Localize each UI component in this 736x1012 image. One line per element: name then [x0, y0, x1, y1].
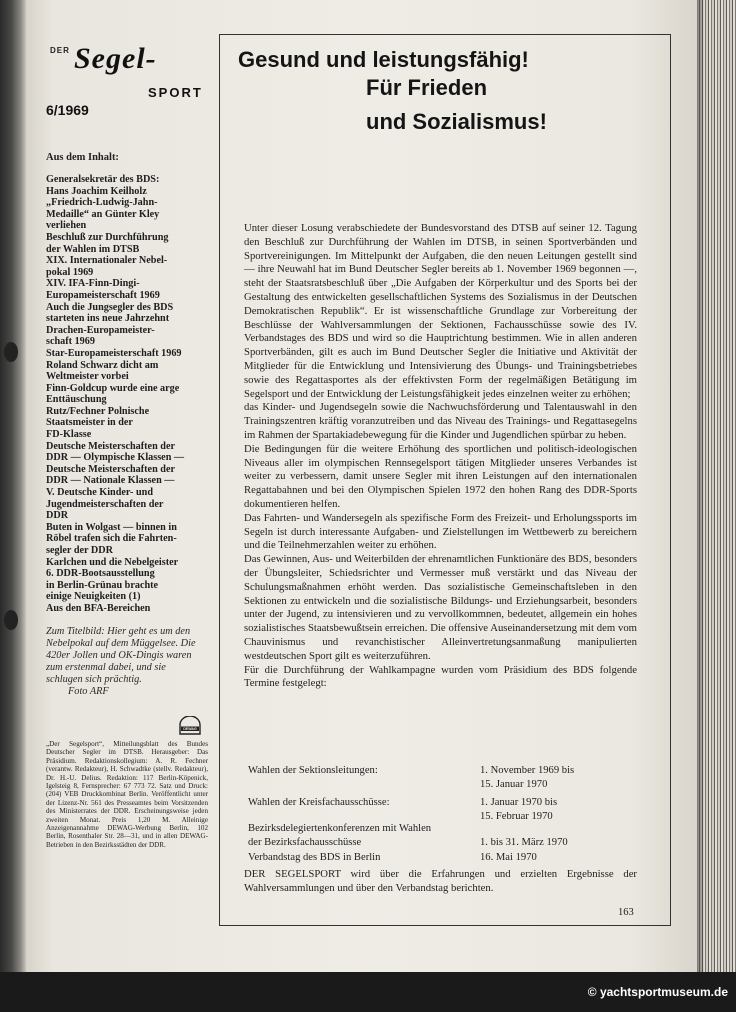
schedule-label: der Bezirksfachausschüsse: [248, 837, 362, 848]
schedule-date: 15. Januar 1970: [480, 779, 548, 790]
toc-item: Buten in Wolgast — binnen in: [46, 521, 177, 533]
issue-number: 6/1969: [46, 102, 89, 118]
toc-item: Europameisterschaft 1969: [46, 289, 160, 301]
toc-item: DDR — Olympische Klassen —: [46, 452, 185, 464]
schedule-date: 15. Februar 1970: [480, 811, 553, 822]
toc-item: Jugendmeisterschaften der: [46, 498, 164, 510]
toc-item: DDR — Nationale Klassen —: [46, 475, 175, 487]
toc-item: Roland Schwarz dicht am: [46, 359, 159, 371]
table-of-contents: [46, 174, 206, 615]
body-paragraph: Das Fahrten- und Wandersegeln als spezifische Form des Freizeit- und Erholungssports im Segeln ist durch interessante Aufgaben- und Zielstellungen im Wettbewerb zu bereichern und die Teilnehmerzahlen weiter zu erhöhen.: [244, 511, 637, 552]
toc-item: einige Neuigkeiten (1): [46, 591, 141, 603]
article-body: [244, 222, 637, 691]
toc-item: DDR: [46, 510, 69, 522]
toc-item: in Berlin-Grünau brachte: [46, 579, 159, 591]
body-paragraph: Die Bedingungen für die weitere Erhöhung des sportlichen und politisch-ideologischen Niveaus aller im olympischen Rennsegelsport tätigen Mitglieder unseres Verbandes ist weiter zu verbessern, damit unsere Segler mit ihren Leistungen auf den internationalen Regattabahnen und bei den Olympischen Spielen 1972 den hohen Rang des DDR-Sports dokumentieren helfen.: [244, 442, 637, 510]
masthead-sport: SPORT: [148, 85, 203, 100]
toc-item: „Friedrich-Ludwig-Jahn-: [46, 197, 158, 209]
toc-item: Deutsche Meisterschaften der: [46, 463, 176, 475]
toc-item: segler der DDR: [46, 545, 113, 556]
toc-item: der Wahlen im DTSB: [46, 243, 140, 255]
toc-item: Finn-Goldcup wurde eine arge: [46, 382, 180, 394]
impressum: „Der Segelsport“, Mitteilungsblatt des Bundes Deutscher Segler im DTSB. Herausgeber: Das Präsidium. Redaktionskollegium: A. R. Fechner (verantw. Redakteur), H. Schwadtke (stellv. Redakteur), Dr. H.-U. Delius. Redaktion: 117 Berlin-Köpenick, Igelsteig 8, Fernsprecher: 67 773 72. Satz und Druck: (204) VEB Druckkombinat Berlin. Veröffentlicht unter der Lizenz-Nr. 561 des Presseamtes beim Vorsitzenden des Ministerrates der DDR. Erscheinungsweise jeden zweiten Monat. Preis 1,20 M. Alleinige Anzeigenannahme DEWAG-Werbung Berlin, 102 Berlin, Rosenthaler Str. 28—31, und in allen DEWAG-Betrieben in den Bezirksstädten der DDR.: [46, 740, 208, 849]
toc-item: Generalsekretär des BDS:: [46, 174, 160, 185]
schedule-label: Wahlen der Kreisfachausschüsse:: [248, 797, 390, 808]
masthead-segel: Segel-: [74, 42, 157, 75]
toc-item: Auch die Jungsegler des BDS: [46, 301, 174, 313]
toc-item: Rutz/Fechner Polnische: [46, 405, 150, 417]
closing-paragraph: DER SEGELSPORT wird über die Erfahrungen und erzielten Ergebnisse der Wahlversammlungen und über den Verbandstag berichten.: [244, 868, 637, 894]
toc-item: Hans Joachim Keilholz: [46, 185, 147, 197]
toc-item: XIV. IFA-Finn-Dingi-: [46, 278, 140, 290]
cover-caption: [46, 626, 204, 698]
body-paragraph: das Kinder- und Jugendsegeln sowie die Nachwuchsförderung und Talentauswahl in den Trainingszentren kräftig voranzutreiben und das Niveau des Trainings- und Regattasegelns im Rahmen der Spartakiadebewegung für die Kinder und Jugendlichen spürbar zu heben.: [244, 401, 637, 441]
headline-line-2: Für Frieden: [366, 75, 488, 101]
toc-item: pokal 1969: [46, 266, 94, 278]
body-paragraph: Das Gewinnen, Aus- und Weiterbilden der ehrenamtlichen Funktionäre des BDS, besonders der Übungsleiter, Schiedsrichter und Vermesser muß verstärkt und das Niveau der Schulungsmaßnahmen erhöht werden. Das sozialistische Gemeinschaftsleben in den Sektionen zu entwickeln und die sozialistische Bildungs- und Erziehungsarbeit, besonders unter der Jugend, zu intensivieren und zu vervollkommnen, bedeutet, allgemein ein hohes sozialistisches Staatsbewußtsein erreichen. Die offensive Auseinandersetzung mit dem vom Chauvinismus und revanchistischer Alleinvertretungsanmaßung manipulierten westdeutschen Sport gilt es weiterzuführen.: [244, 553, 637, 662]
book-binding: [0, 0, 26, 972]
schedule-label: Wahlen der Sektionsleitungen:: [248, 765, 378, 776]
toc-item: Beschluß zur Durchführung: [46, 231, 169, 243]
toc-item: Medaille“ an Günter Kley: [46, 208, 160, 220]
headline-line-1: Gesund und leistungsfähig!: [238, 47, 529, 72]
toc-item: Weltmeister vorbei: [46, 371, 129, 383]
toc-item: Röbel trafen sich die Fahrten-: [46, 533, 177, 545]
watermark: © yachtsportmuseum.de: [587, 985, 728, 999]
punch-hole-bottom: [4, 610, 18, 630]
schedule-date: 1. bis 31. März 1970: [480, 837, 568, 848]
toc-item: schaft 1969: [46, 336, 95, 348]
dewag-logo-icon: [178, 716, 202, 736]
schedule-label: Verbandstag des BDS in Berlin: [248, 852, 381, 863]
toc-item: starteten ins neue Jahrzehnt: [46, 313, 170, 325]
toc-item: V. Deutsche Kinder- und: [46, 487, 153, 499]
toc-item: Deutsche Meisterschaften der: [46, 440, 176, 452]
toc-item: Staatsmeister in der: [46, 417, 133, 429]
caption-text: Zum Titelbild: Hier geht es um den Nebelpokal auf dem Müggelsee. Die 420er Jollen und OK-Dingis waren zum erstenmal dabei, und sie schlugen sich prächtig.: [46, 626, 196, 685]
article-headline: [238, 48, 658, 133]
schedule-date: 1. November 1969 bis: [480, 765, 575, 776]
toc-item: Star-Europameisterschaft 1969: [46, 347, 182, 359]
schedule-date: 16. Mai 1970: [480, 852, 537, 863]
masthead-der: DER: [50, 46, 70, 55]
toc-item: 6. DDR-Bootsausstellung: [46, 568, 155, 580]
toc-item: Aus den BFA-Bereichen: [46, 602, 151, 614]
toc-item: verliehen: [46, 220, 87, 232]
headline-line-3: und Sozialismus!: [366, 108, 547, 134]
dewag-logo-text: DEWAG: [183, 727, 197, 732]
schedule-label: Bezirksdelegiertenkonferenzen mit Wahlen: [248, 823, 432, 834]
page-number: 163: [618, 907, 634, 918]
toc-item: FD-Klasse: [46, 429, 92, 441]
toc-item: XIX. Internationaler Nebel-: [46, 255, 168, 267]
toc-item: Karlchen und die Nebelgeister: [46, 556, 179, 568]
punch-hole-top: [4, 342, 18, 362]
body-paragraph: Für die Durchführung der Wahlkampagne wurden vom Präsidium des BDS folgende Termine festgelegt:: [244, 663, 637, 690]
toc-item: Enttäuschung: [46, 394, 107, 406]
toc-heading: Aus dem Inhalt:: [46, 152, 119, 163]
caption-credit: Foto ARF: [68, 686, 109, 697]
body-paragraph: Unter dieser Losung verabschiedete der Bundesvorstand des DTSB auf seiner 12. Tagung den Beschluß zur Durchführung der Wahlen im DTSB, in seinen Sportverbänden und Sportvereinigungen. Im Mittelpunkt der Aufgaben, die den neuen Leitungen gestellt sind — ihre Neuwahl hat im Bund Deutscher Segler bereits ab 1. November 1969 begonnen —, steht der Staatsratsbeschluß über „Die Aufgaben der Körperkultur und des Sports bei der Gestaltung des entwickelten gesellschaftlichen Systems des Sozialismus in der Deutschen Demokratischen Republik“. Er ist wissenschaftliche Grundlage zur Vorbereitung der Beschlüsse der Wahlversammlungen der Sektionen, Fachausschüsse sowie des IV. Verbandstages des BDS und wird so die Hauptrichtung bestimmen. Wie in allen anderen Sportverbänden, gilt es auch im Bund Deutscher Segler die Initiative und Aktivität der Mitglieder für die Entwicklung und Intensivierung des Übungs- und Trainingsbetriebes sowie des Regattasportes als der effektivsten Form der regelmäßigen Betätigung im Segelsport und der Entwicklung der Leistungsfähigkeit jedes einzelnen weiter zu erhöhen;: [244, 222, 637, 400]
toc-item: Drachen-Europameister-: [46, 324, 155, 336]
page-edges-shadow: [697, 0, 705, 972]
schedule-date: 1. Januar 1970 bis: [480, 797, 558, 808]
